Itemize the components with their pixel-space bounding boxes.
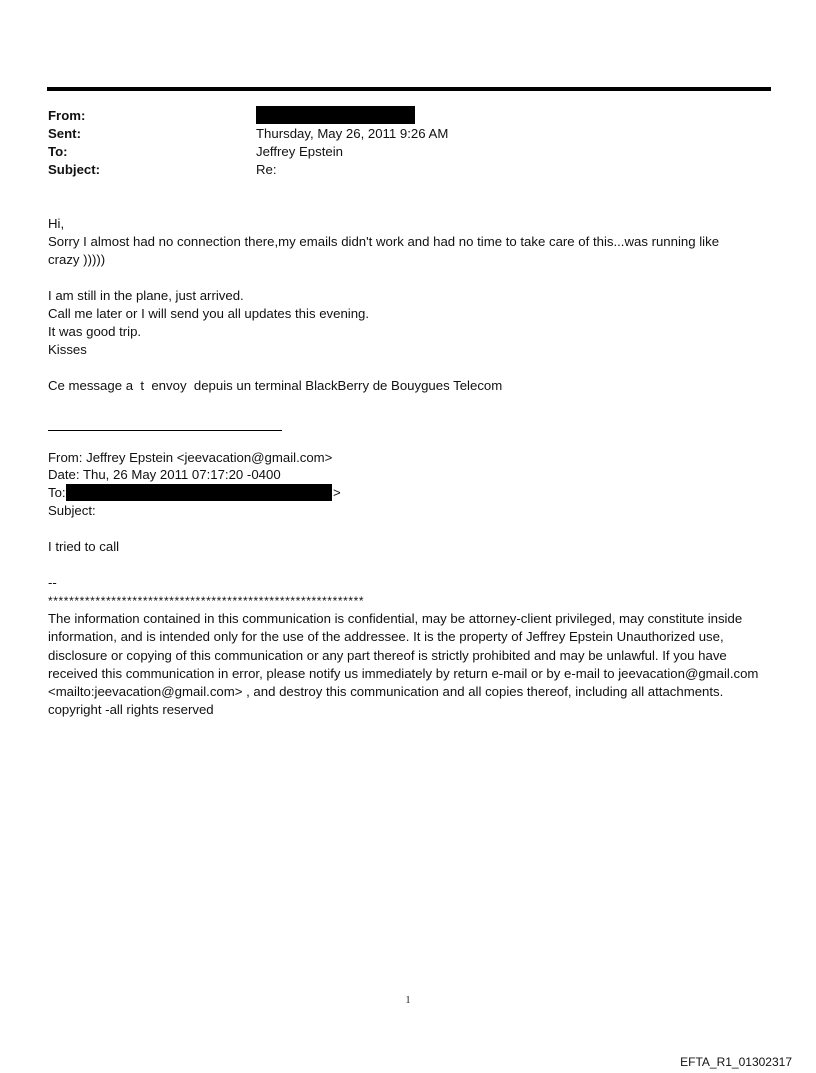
body-line-1: I am still in the plane, just arrived. bbox=[48, 288, 244, 303]
page-number: 1 bbox=[405, 995, 411, 1006]
bates-number: EFTA_R1_01302317 bbox=[680, 1055, 792, 1069]
quoted-subject: Subject: bbox=[48, 503, 96, 518]
body-line-4: Kisses bbox=[48, 342, 87, 357]
quoted-message: I tried to call bbox=[48, 539, 120, 554]
redacted-recipient bbox=[66, 484, 332, 501]
asterisk-divider: ************************************************************ bbox=[48, 594, 365, 608]
signature-dashes: -- bbox=[48, 575, 57, 590]
body-line-3: It was good trip. bbox=[48, 324, 142, 339]
quoted-to-suffix: > bbox=[333, 485, 341, 500]
greeting: Hi, bbox=[48, 216, 65, 231]
sorry-paragraph: Sorry I almost had no connection there,my emails didn't work and had no time to take care of this...was running like crazy ))))) bbox=[48, 234, 720, 268]
quoted-to-label: To: bbox=[48, 485, 66, 500]
header-rule bbox=[47, 87, 771, 91]
confidentiality-disclaimer: The information contained in this communication is confidential, may be attorney-client privileged, may constitute inside information, and is intended only for the use of the addressee. It is the property of Jeffrey Epstein Unauthorized use, disclosure or copying of this communication or any part thereof is strictly prohibited and may be unlawful. If you have received this communication in error, please notify us immediately by return e-mail or by e-mail to jeevacation@gmail.com <mailto:jeevacation@gmail.com> , and destroy this communication and all copies thereof, including all attachments. copyright -all rights reserved bbox=[48, 611, 759, 718]
subject-label: Subject: bbox=[48, 162, 101, 177]
to-label: To: bbox=[48, 144, 68, 159]
quoted-date: Date: Thu, 26 May 2011 07:17:20 -0400 bbox=[48, 467, 281, 482]
quote-separator bbox=[48, 430, 282, 431]
quoted-from: From: Jeffrey Epstein <jeevacation@gmail.com> bbox=[48, 450, 333, 465]
subject-value: Re: bbox=[256, 162, 277, 177]
body-line-2: Call me later or I will send you all updates this evening. bbox=[48, 306, 370, 321]
from-label: From: bbox=[48, 108, 86, 123]
blackberry-signature: Ce message a t envoy depuis un terminal BlackBerry de Bouygues Telecom bbox=[48, 378, 503, 393]
redacted-sender bbox=[256, 106, 415, 124]
sent-label: Sent: bbox=[48, 126, 81, 141]
sent-value: Thursday, May 26, 2011 9:26 AM bbox=[256, 126, 449, 141]
to-value: Jeffrey Epstein bbox=[256, 144, 343, 159]
